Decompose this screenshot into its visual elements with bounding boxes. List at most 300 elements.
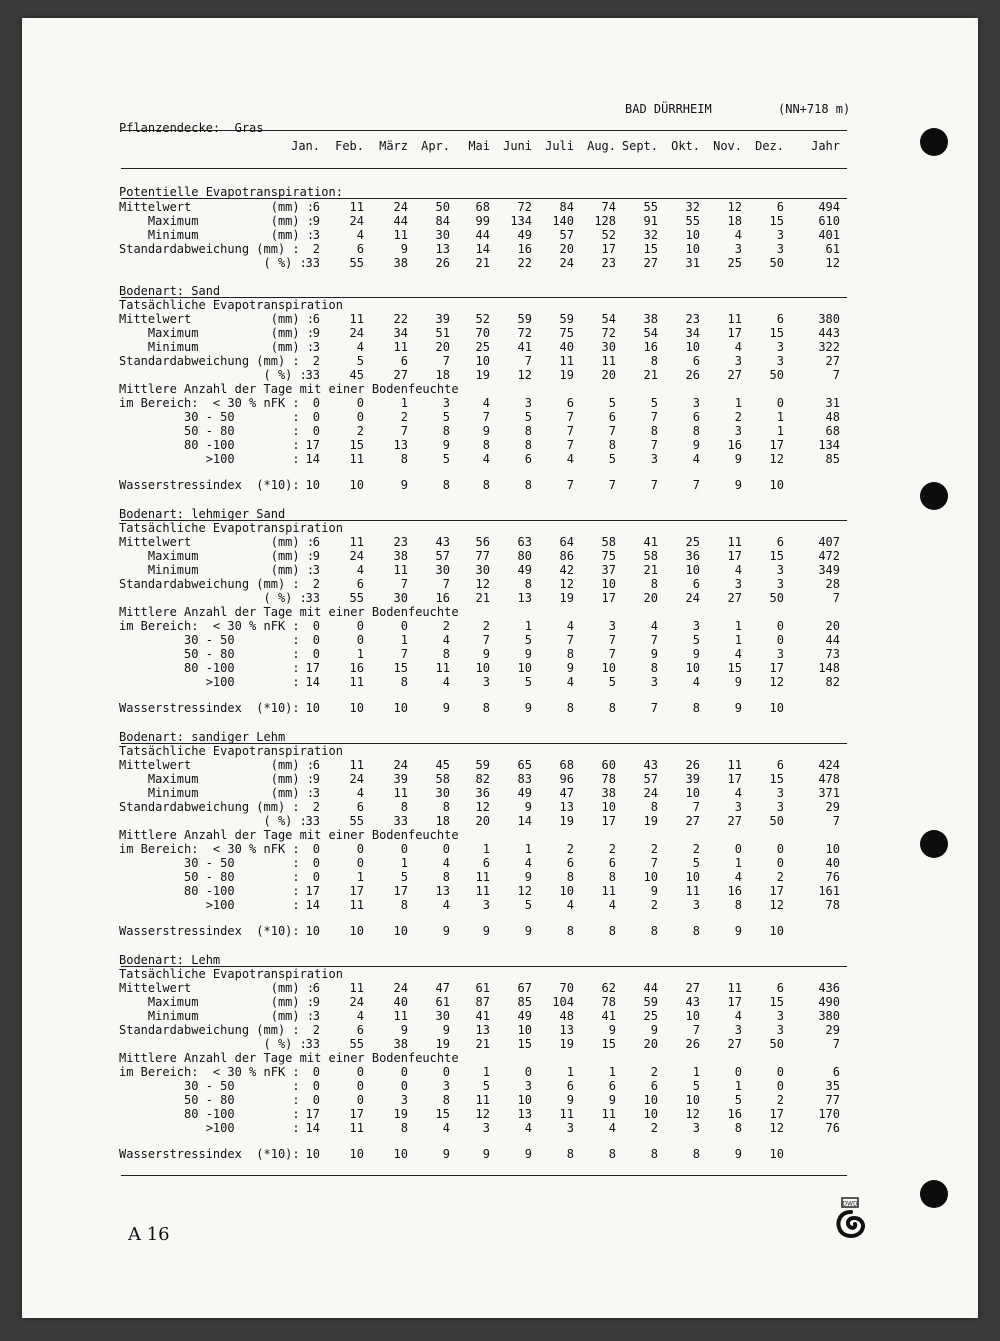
table-cell: 0 xyxy=(356,1079,364,1093)
table-cell: 24 xyxy=(393,758,408,772)
table-cell: 6 xyxy=(776,535,784,549)
table-cell: 27 xyxy=(825,354,840,368)
table-cell: 9 xyxy=(734,1147,742,1161)
table-cell: 78 xyxy=(601,995,616,1009)
table-cell: 25 xyxy=(727,256,742,270)
soil-subtitle: Tatsächliche Evapotranspiration xyxy=(119,298,343,312)
row-label: 50 - 80 : xyxy=(119,424,300,438)
table-cell: 9 xyxy=(400,1023,408,1037)
table-cell: 55 xyxy=(349,256,364,270)
table-cell: 3 xyxy=(776,1023,784,1037)
table-cell: 13 xyxy=(435,242,450,256)
table-cell: 10 xyxy=(601,800,616,814)
table-cell: 15 xyxy=(601,1037,616,1051)
table-cell: 13 xyxy=(435,884,450,898)
table-cell: 10 xyxy=(305,701,320,715)
table-cell: 10 xyxy=(685,242,700,256)
table-row xyxy=(22,368,978,382)
table-cell: 3 xyxy=(734,1023,742,1037)
table-cell: 2 xyxy=(482,619,490,633)
row-label: Wasserstressindex (*10): xyxy=(119,1147,300,1161)
table-cell: 20 xyxy=(825,619,840,633)
table-cell: 34 xyxy=(393,326,408,340)
table-cell: 3 xyxy=(650,452,658,466)
table-row xyxy=(22,675,978,689)
table-cell: 33 xyxy=(305,368,320,382)
table-cell: 3 xyxy=(312,1009,320,1023)
table-cell: 61 xyxy=(475,981,490,995)
table-cell: 4 xyxy=(566,452,574,466)
table-cell: 58 xyxy=(435,772,450,786)
table-row xyxy=(22,424,978,438)
table-cell: 3 xyxy=(776,786,784,800)
table-cell: 494 xyxy=(818,200,840,214)
table-cell: 10 xyxy=(685,340,700,354)
table-cell: 2 xyxy=(776,870,784,884)
table-cell: 2 xyxy=(650,898,658,912)
table-cell: 8 xyxy=(608,1147,616,1161)
table-cell: 6 xyxy=(776,758,784,772)
table-row xyxy=(22,1121,978,1135)
table-cell: 61 xyxy=(825,242,840,256)
table-row xyxy=(22,354,978,368)
table-cell: 17 xyxy=(601,591,616,605)
table-cell: 55 xyxy=(349,1037,364,1051)
table-cell: 5 xyxy=(650,396,658,410)
table-cell: 14 xyxy=(305,898,320,912)
table-cell: 9 xyxy=(442,1147,450,1161)
table-cell: 72 xyxy=(517,200,532,214)
days-title: Mittlere Anzahl der Tage mit einer Bodenfeuchte xyxy=(119,605,459,619)
binder-hole xyxy=(920,1180,948,1208)
table-cell: 27 xyxy=(685,981,700,995)
table-cell: 11 xyxy=(349,452,364,466)
table-cell: 7 xyxy=(608,424,616,438)
table-cell: 40 xyxy=(825,856,840,870)
table-cell: 0 xyxy=(776,396,784,410)
table-cell: 78 xyxy=(601,772,616,786)
table-cell: 3 xyxy=(442,396,450,410)
table-cell: 21 xyxy=(475,591,490,605)
table-cell: 7 xyxy=(650,478,658,492)
table-cell: 11 xyxy=(349,675,364,689)
row-label: ( %) : xyxy=(119,368,307,382)
table-cell: 20 xyxy=(435,340,450,354)
table-cell: 77 xyxy=(475,549,490,563)
table-cell: 17 xyxy=(769,1107,784,1121)
table-cell: 75 xyxy=(559,326,574,340)
section-rule xyxy=(121,198,847,199)
table-cell: 70 xyxy=(475,326,490,340)
table-cell: 7 xyxy=(400,577,408,591)
table-cell: 1 xyxy=(734,633,742,647)
table-cell: 4 xyxy=(650,619,658,633)
soil-title: Bodenart: Sand xyxy=(119,284,221,298)
table-cell: 52 xyxy=(475,312,490,326)
table-cell: 17 xyxy=(769,661,784,675)
table-cell: 3 xyxy=(650,675,658,689)
row-label: Standardabweichung (mm) : xyxy=(119,354,300,368)
table-cell: 4 xyxy=(566,619,574,633)
table-cell: 68 xyxy=(475,200,490,214)
table-cell: 96 xyxy=(559,772,574,786)
table-cell: 13 xyxy=(517,1107,532,1121)
table-cell: 8 xyxy=(524,424,532,438)
table-cell: 27 xyxy=(643,256,658,270)
table-cell: 3 xyxy=(482,675,490,689)
table-cell: 6 xyxy=(312,200,320,214)
table-cell: 0 xyxy=(356,842,364,856)
table-cell: 16 xyxy=(727,438,742,452)
table-cell: 21 xyxy=(643,368,658,382)
table-cell: 6 xyxy=(312,312,320,326)
column-header: Dez. xyxy=(755,139,784,153)
table-cell: 41 xyxy=(643,535,658,549)
table-cell: 17 xyxy=(305,438,320,452)
table-cell: 8 xyxy=(400,452,408,466)
days-title: Mittlere Anzahl der Tage mit einer Bodenfeuchte xyxy=(119,1051,459,1065)
table-cell: 11 xyxy=(475,1093,490,1107)
table-cell: 6 xyxy=(692,410,700,424)
table-cell: 8 xyxy=(650,354,658,368)
table-cell: 6 xyxy=(312,535,320,549)
table-cell: 11 xyxy=(393,563,408,577)
table-cell: 29 xyxy=(825,800,840,814)
table-cell: 0 xyxy=(312,647,320,661)
svg-text:DWD: DWD xyxy=(842,1200,858,1208)
table-row xyxy=(22,786,978,800)
table-cell: 380 xyxy=(818,1009,840,1023)
table-row xyxy=(22,1065,978,1079)
table-cell: 8 xyxy=(566,701,574,715)
table-cell: 8 xyxy=(608,924,616,938)
table-cell: 58 xyxy=(601,535,616,549)
table-cell: 11 xyxy=(559,1107,574,1121)
table-cell: 4 xyxy=(566,898,574,912)
table-row xyxy=(22,981,978,995)
table-cell: 10 xyxy=(769,478,784,492)
table-cell: 11 xyxy=(349,312,364,326)
row-label: 80 -100 : xyxy=(119,661,300,675)
table-cell: 26 xyxy=(435,256,450,270)
table-cell: 17 xyxy=(349,884,364,898)
table-cell: 20 xyxy=(643,1037,658,1051)
table-cell: 11 xyxy=(727,758,742,772)
table-cell: 75 xyxy=(601,549,616,563)
table-cell: 3 xyxy=(312,340,320,354)
table-cell: 19 xyxy=(435,1037,450,1051)
table-cell: 8 xyxy=(692,424,700,438)
column-header: Sept. xyxy=(621,139,658,153)
row-label: 30 - 50 : xyxy=(119,633,300,647)
table-cell: 7 xyxy=(832,814,840,828)
table-cell: 0 xyxy=(312,1065,320,1079)
table-cell: 17 xyxy=(601,242,616,256)
table-cell: 72 xyxy=(517,326,532,340)
row-label: ( %) : xyxy=(119,1037,307,1051)
table-cell: 8 xyxy=(692,1147,700,1161)
table-cell: 56 xyxy=(475,535,490,549)
table-cell: 9 xyxy=(482,1147,490,1161)
table-cell: 20 xyxy=(559,242,574,256)
table-cell: 25 xyxy=(643,1009,658,1023)
table-cell: 3 xyxy=(524,1079,532,1093)
table-cell: 371 xyxy=(818,786,840,800)
table-cell: 68 xyxy=(825,424,840,438)
table-cell: 0 xyxy=(356,856,364,870)
table-cell: 51 xyxy=(435,326,450,340)
table-cell: 104 xyxy=(552,995,574,1009)
table-cell: 45 xyxy=(349,368,364,382)
table-row xyxy=(22,340,978,354)
table-cell: 6 xyxy=(356,1023,364,1037)
table-cell: 4 xyxy=(356,340,364,354)
row-label: Maximum (mm) : xyxy=(119,772,315,786)
table-cell: 9 xyxy=(734,675,742,689)
table-cell: 15 xyxy=(769,326,784,340)
table-cell: 4 xyxy=(692,452,700,466)
table-row xyxy=(22,452,978,466)
table-cell: 7 xyxy=(832,1037,840,1051)
table-cell: 34 xyxy=(685,326,700,340)
table-cell: 16 xyxy=(517,242,532,256)
table-cell: 27 xyxy=(393,368,408,382)
table-cell: 76 xyxy=(825,870,840,884)
table-cell: 7 xyxy=(608,647,616,661)
table-cell: 11 xyxy=(349,200,364,214)
table-cell: 49 xyxy=(517,786,532,800)
table-cell: 2 xyxy=(734,410,742,424)
table-cell: 14 xyxy=(305,1121,320,1135)
table-cell: 23 xyxy=(393,535,408,549)
table-cell: 8 xyxy=(442,478,450,492)
table-cell: 54 xyxy=(643,326,658,340)
table-cell: 10 xyxy=(643,1093,658,1107)
table-cell: 4 xyxy=(442,856,450,870)
table-cell: 148 xyxy=(818,661,840,675)
table-cell: 99 xyxy=(475,214,490,228)
table-cell: 8 xyxy=(524,478,532,492)
table-cell: 31 xyxy=(685,256,700,270)
table-cell: 30 xyxy=(435,563,450,577)
table-row xyxy=(22,619,978,633)
table-row xyxy=(22,1107,978,1121)
table-row xyxy=(22,577,978,591)
table-cell: 30 xyxy=(601,340,616,354)
table-cell: 7 xyxy=(482,633,490,647)
table-cell: 26 xyxy=(685,758,700,772)
table-cell: 49 xyxy=(517,1009,532,1023)
row-label: 30 - 50 : xyxy=(119,410,300,424)
table-cell: 0 xyxy=(442,842,450,856)
table-cell: 0 xyxy=(776,842,784,856)
table-cell: 10 xyxy=(643,870,658,884)
table-cell: 33 xyxy=(305,814,320,828)
table-cell: 49 xyxy=(517,563,532,577)
table-cell: 472 xyxy=(818,549,840,563)
row-label: im Bereich: < 30 % nFK : xyxy=(119,619,300,633)
table-cell: 14 xyxy=(305,452,320,466)
table-cell: 4 xyxy=(734,870,742,884)
table-cell: 10 xyxy=(685,870,700,884)
table-cell: 8 xyxy=(734,898,742,912)
table-cell: 7 xyxy=(608,478,616,492)
table-cell: 58 xyxy=(643,549,658,563)
soil-title: Bodenart: lehmiger Sand xyxy=(119,507,286,521)
table-cell: 17 xyxy=(769,438,784,452)
table-cell: 55 xyxy=(349,814,364,828)
table-cell: 85 xyxy=(517,995,532,1009)
table-row xyxy=(22,870,978,884)
soil-title: Bodenart: Lehm xyxy=(119,953,221,967)
table-cell: 10 xyxy=(475,661,490,675)
table-cell: 9 xyxy=(524,701,532,715)
table-cell: 7 xyxy=(650,438,658,452)
table-cell: 6 xyxy=(776,981,784,995)
table-cell: 10 xyxy=(601,577,616,591)
row-label: Standardabweichung (mm) : xyxy=(119,1023,300,1037)
table-cell: 37 xyxy=(601,563,616,577)
table-cell: 0 xyxy=(312,1093,320,1107)
table-cell: 23 xyxy=(601,256,616,270)
table-cell: 33 xyxy=(305,591,320,605)
table-cell: 5 xyxy=(692,633,700,647)
table-cell: 5 xyxy=(692,856,700,870)
table-cell: 9 xyxy=(442,438,450,452)
table-cell: 54 xyxy=(601,312,616,326)
table-cell: 9 xyxy=(524,800,532,814)
stress-index-row xyxy=(22,478,978,492)
column-header: Apr. xyxy=(421,139,450,153)
table-cell: 17 xyxy=(727,995,742,1009)
table-cell: 1 xyxy=(776,410,784,424)
table-cell: 5 xyxy=(692,1079,700,1093)
table-cell: 9 xyxy=(442,924,450,938)
table-cell: 20 xyxy=(475,814,490,828)
table-cell: 47 xyxy=(435,981,450,995)
table-row xyxy=(22,312,978,326)
table-cell: 45 xyxy=(435,758,450,772)
table-cell: 61 xyxy=(435,995,450,1009)
table-cell: 87 xyxy=(475,995,490,1009)
table-cell: 17 xyxy=(727,326,742,340)
table-cell: 11 xyxy=(393,1009,408,1023)
table-row xyxy=(22,326,978,340)
table-cell: 5 xyxy=(524,410,532,424)
table-row xyxy=(22,1023,978,1037)
table-row xyxy=(22,856,978,870)
table-cell: 0 xyxy=(356,633,364,647)
row-label: Wasserstressindex (*10): xyxy=(119,924,300,938)
table-cell: 0 xyxy=(312,856,320,870)
table-cell: 24 xyxy=(559,256,574,270)
table-cell: 161 xyxy=(818,884,840,898)
table-cell: 2 xyxy=(312,242,320,256)
table-cell: 18 xyxy=(435,814,450,828)
table-cell: 7 xyxy=(400,424,408,438)
table-cell: 3 xyxy=(566,1121,574,1135)
table-cell: 3 xyxy=(776,647,784,661)
table-cell: 436 xyxy=(818,981,840,995)
column-header: Aug. xyxy=(587,139,616,153)
table-cell: 13 xyxy=(517,591,532,605)
table-cell: 0 xyxy=(312,424,320,438)
table-cell: 8 xyxy=(482,701,490,715)
table-cell: 8 xyxy=(442,424,450,438)
table-cell: 7 xyxy=(608,633,616,647)
table-cell: 80 xyxy=(517,549,532,563)
table-row xyxy=(22,535,978,549)
table-cell: 18 xyxy=(727,214,742,228)
table-cell: 9 xyxy=(312,214,320,228)
table-cell: 82 xyxy=(475,772,490,786)
table-cell: 2 xyxy=(650,842,658,856)
binder-hole xyxy=(920,482,948,510)
table-cell: 84 xyxy=(559,200,574,214)
table-cell: 10 xyxy=(559,884,574,898)
table-cell: 77 xyxy=(825,1093,840,1107)
table-cell: 11 xyxy=(393,786,408,800)
table-cell: 10 xyxy=(769,1147,784,1161)
table-cell: 4 xyxy=(524,856,532,870)
table-cell: 10 xyxy=(685,661,700,675)
table-cell: 38 xyxy=(393,256,408,270)
table-cell: 7 xyxy=(566,424,574,438)
table-cell: 24 xyxy=(643,786,658,800)
table-cell: 9 xyxy=(734,701,742,715)
row-label: Mittelwert (mm) : xyxy=(119,758,315,772)
table-cell: 20 xyxy=(601,368,616,382)
table-cell: 10 xyxy=(305,924,320,938)
table-cell: 12 xyxy=(475,800,490,814)
column-header: Juni xyxy=(503,139,532,153)
table-cell: 8 xyxy=(566,870,574,884)
table-cell: 40 xyxy=(559,340,574,354)
table-cell: 44 xyxy=(475,228,490,242)
table-cell: 5 xyxy=(524,898,532,912)
table-cell: 33 xyxy=(305,256,320,270)
row-label: 50 - 80 : xyxy=(119,870,300,884)
table-cell: 59 xyxy=(517,312,532,326)
table-cell: 9 xyxy=(524,1147,532,1161)
table-cell: 9 xyxy=(650,647,658,661)
table-cell: 610 xyxy=(818,214,840,228)
table-cell: 48 xyxy=(825,410,840,424)
table-cell: 50 xyxy=(769,814,784,828)
table-cell: 12 xyxy=(769,898,784,912)
table-cell: 6 xyxy=(312,758,320,772)
table-cell: 4 xyxy=(608,898,616,912)
table-cell: 9 xyxy=(312,995,320,1009)
table-cell: 8 xyxy=(692,924,700,938)
table-cell: 17 xyxy=(601,814,616,828)
table-cell: 8 xyxy=(692,701,700,715)
table-cell: 2 xyxy=(776,1093,784,1107)
table-cell: 31 xyxy=(825,396,840,410)
table-cell: 24 xyxy=(393,200,408,214)
table-cell: 10 xyxy=(305,1147,320,1161)
table-cell: 7 xyxy=(482,410,490,424)
table-cell: 3 xyxy=(734,800,742,814)
row-label: im Bereich: < 30 % nFK : xyxy=(119,396,300,410)
table-cell: 3 xyxy=(312,563,320,577)
table-cell: 30 xyxy=(435,228,450,242)
table-cell: 9 xyxy=(650,1023,658,1037)
column-header: Mai xyxy=(468,139,490,153)
row-label: >100 : xyxy=(119,452,300,466)
table-cell: 5 xyxy=(482,1079,490,1093)
table-cell: 74 xyxy=(601,200,616,214)
